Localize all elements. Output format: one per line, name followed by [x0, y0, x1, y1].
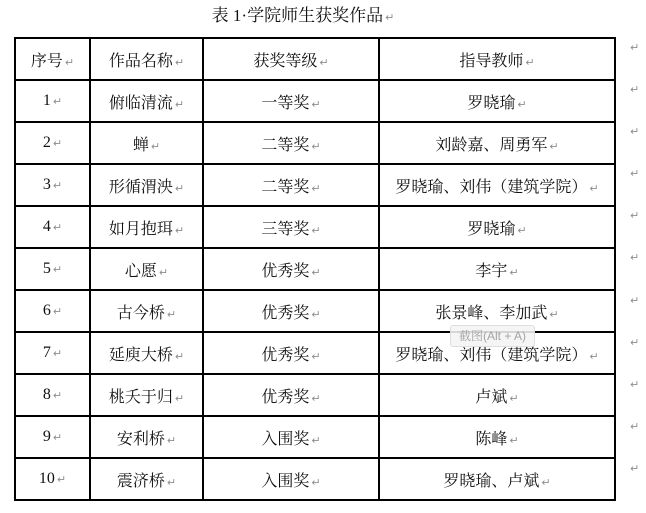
- header-row: [15, 38, 615, 80]
- cell-end-mark: ↵: [311, 307, 321, 321]
- cell-end-mark: ↵: [174, 181, 185, 195]
- award-level-cell[interactable]: [203, 248, 379, 290]
- cell-end-mark: ↵: [311, 97, 321, 111]
- cell-end-mark: ↵: [52, 347, 63, 360]
- header-award-cell[interactable]: [203, 38, 379, 80]
- row-number-cell[interactable]: [15, 248, 90, 290]
- advisor-names: 罗晓瑜、刘伟（建筑学院）: [395, 346, 588, 364]
- cell-end-mark: ↵: [517, 223, 527, 237]
- advisor-names-cell[interactable]: [379, 416, 615, 458]
- cell-end-mark: ↵: [52, 305, 63, 318]
- award-level: 优秀奖: [261, 262, 310, 280]
- row-end-mark: ↵: [630, 377, 640, 391]
- row-number: 10: [38, 470, 55, 487]
- row-number-cell[interactable]: [15, 80, 90, 122]
- row-end-mark: ↵: [630, 335, 640, 349]
- header-no: 序号: [30, 52, 63, 70]
- award-level: 优秀奖: [261, 388, 310, 406]
- row-end-mark: ↵: [630, 293, 640, 307]
- table-row: [15, 122, 615, 164]
- work-name-cell[interactable]: [90, 458, 203, 500]
- work-name: 震济桥: [116, 472, 165, 490]
- award-level: 入围奖: [261, 430, 310, 448]
- row-number-cell[interactable]: [15, 122, 90, 164]
- screenshot-tooltip: [450, 325, 535, 347]
- work-name: 心愿: [124, 262, 157, 280]
- row-end-mark: ↵: [630, 125, 640, 139]
- header-award: 获奖等级: [253, 52, 318, 70]
- award-level-cell[interactable]: [203, 290, 379, 332]
- award-level-cell[interactable]: [203, 332, 379, 374]
- advisor-names-cell[interactable]: [379, 164, 615, 206]
- advisor-names: 卢斌: [475, 388, 508, 406]
- row-end-marks: [628, 40, 639, 503]
- cell-end-mark: ↵: [311, 391, 321, 405]
- paragraph-mark: ↵: [385, 11, 395, 24]
- cell-end-mark: ↵: [509, 265, 519, 279]
- cell-end-mark: ↵: [158, 265, 169, 279]
- header-advisors: 指导教师: [459, 52, 524, 70]
- advisor-names: 刘龄嘉、周勇军: [435, 136, 548, 154]
- advisor-names: 李宇: [475, 262, 508, 280]
- cell-end-mark: ↵: [52, 221, 63, 234]
- work-name: 蝉: [132, 136, 149, 154]
- row-end-mark: ↵: [630, 419, 640, 433]
- advisor-names: 罗晓瑜: [467, 220, 516, 238]
- cell-end-mark: ↵: [52, 431, 63, 444]
- award-level: 入围奖: [261, 472, 310, 490]
- row-number: 1: [42, 92, 51, 109]
- work-name-cell[interactable]: [90, 416, 203, 458]
- work-name-cell[interactable]: [90, 206, 203, 248]
- row-end-mark: ↵: [630, 167, 640, 181]
- advisor-names-cell[interactable]: [379, 374, 615, 416]
- row-end-mark: ↵: [630, 251, 640, 265]
- cell-end-mark: ↵: [541, 475, 551, 489]
- cell-end-mark: ↵: [311, 223, 321, 237]
- row-number-cell[interactable]: [15, 332, 90, 374]
- work-name-cell[interactable]: [90, 122, 203, 164]
- cell-end-mark: ↵: [52, 179, 63, 192]
- work-name-cell[interactable]: [90, 290, 203, 332]
- cell-end-mark: ↵: [174, 349, 185, 363]
- award-level-cell[interactable]: [203, 206, 379, 248]
- table-row: [15, 164, 615, 206]
- row-number: 5: [42, 260, 51, 277]
- row-number-cell[interactable]: [15, 290, 90, 332]
- cell-end-mark: ↵: [166, 475, 177, 489]
- cell-end-mark: ↵: [174, 97, 185, 111]
- cell-end-mark: ↵: [174, 223, 185, 237]
- row-end-mark: ↵: [630, 41, 640, 54]
- advisor-names: 罗晓瑜: [467, 94, 516, 112]
- row-number: 7: [42, 344, 51, 361]
- row-number-cell[interactable]: [15, 458, 90, 500]
- cell-end-mark: ↵: [509, 433, 519, 447]
- advisor-names-cell[interactable]: [379, 458, 615, 500]
- award-level-cell[interactable]: [203, 458, 379, 500]
- work-name: 如月抱珥: [108, 220, 173, 238]
- cell-end-mark: ↵: [509, 391, 519, 405]
- cell-end-mark: ↵: [589, 349, 599, 363]
- row-end-mark: ↵: [630, 209, 640, 223]
- advisor-names: 陈峰: [475, 430, 508, 448]
- awards-table: [14, 37, 616, 501]
- table-row: [15, 80, 615, 122]
- award-level: 三等奖: [261, 220, 310, 238]
- work-name-cell[interactable]: [90, 374, 203, 416]
- work-name: 古今桥: [116, 304, 165, 322]
- advisor-names-cell[interactable]: [379, 80, 615, 122]
- cell-end-mark: ↵: [525, 55, 535, 69]
- award-level-cell[interactable]: [203, 80, 379, 122]
- table-row: [15, 248, 615, 290]
- table-row: [15, 416, 615, 458]
- table-row: [15, 374, 615, 416]
- row-number: 8: [42, 386, 51, 403]
- row-number: 4: [42, 218, 51, 235]
- cell-end-mark: ↵: [52, 95, 63, 108]
- cell-end-mark: ↵: [52, 389, 63, 402]
- cell-end-mark: ↵: [549, 139, 559, 153]
- award-level-cell[interactable]: [203, 122, 379, 164]
- header-no-cell[interactable]: [15, 38, 90, 80]
- cell-end-mark: ↵: [64, 55, 75, 69]
- award-level-cell[interactable]: [203, 374, 379, 416]
- row-number-cell[interactable]: [15, 164, 90, 206]
- cell-end-mark: ↵: [52, 263, 63, 276]
- work-name-cell[interactable]: [90, 80, 203, 122]
- awards-table-header: [15, 38, 615, 80]
- work-name-cell[interactable]: [90, 332, 203, 374]
- screenshot-tooltip-text: 截图(Alt + A): [459, 329, 527, 343]
- table-row: [15, 206, 615, 248]
- table-row: [15, 458, 615, 500]
- cell-end-mark: ↵: [166, 433, 177, 447]
- awards-table-body: [15, 80, 615, 500]
- row-end-mark: ↵: [630, 83, 640, 97]
- cell-end-mark: ↵: [52, 137, 63, 150]
- cell-end-mark: ↵: [174, 391, 185, 405]
- cell-end-mark: ↵: [319, 55, 329, 69]
- header-advisors-cell[interactable]: [379, 38, 615, 80]
- cell-end-mark: ↵: [589, 181, 599, 195]
- cell-end-mark: ↵: [56, 473, 67, 486]
- cell-end-mark: ↵: [150, 139, 161, 153]
- cell-end-mark: ↵: [311, 475, 321, 489]
- table-caption[interactable]: [0, 3, 606, 31]
- row-number: 6: [42, 302, 51, 319]
- row-number: 3: [42, 176, 51, 193]
- work-name: 延庾大桥: [108, 346, 173, 364]
- row-end-mark: ↵: [630, 461, 640, 475]
- award-level: 优秀奖: [261, 346, 310, 364]
- row-number-cell[interactable]: [15, 416, 90, 458]
- advisor-names: 张景峰、李加武: [435, 304, 548, 322]
- cell-end-mark: ↵: [311, 181, 321, 195]
- work-name-cell[interactable]: [90, 164, 203, 206]
- work-name: 安利桥: [116, 430, 165, 448]
- advisor-names-cell[interactable]: [379, 248, 615, 290]
- award-level: 一等奖: [261, 94, 310, 112]
- row-number-cell[interactable]: [15, 374, 90, 416]
- cell-end-mark: ↵: [517, 97, 527, 111]
- work-name: 形循渭泱: [108, 178, 173, 196]
- row-number: 2: [42, 134, 51, 151]
- row-number-cell[interactable]: [15, 206, 90, 248]
- row-number: 9: [42, 428, 51, 445]
- award-level-cell[interactable]: [203, 164, 379, 206]
- cell-end-mark: ↵: [174, 55, 185, 69]
- advisor-names: 罗晓瑜、刘伟（建筑学院）: [395, 178, 588, 196]
- cell-end-mark: ↵: [166, 307, 177, 321]
- header-work-cell[interactable]: [90, 38, 203, 80]
- award-level: 二等奖: [261, 178, 310, 196]
- header-work: 作品名称: [108, 52, 173, 70]
- advisor-names-cell[interactable]: [379, 122, 615, 164]
- work-name: 俯临清流: [108, 94, 173, 112]
- work-name: 桃夭于归: [108, 388, 173, 406]
- award-level: 优秀奖: [261, 304, 310, 322]
- work-name-cell[interactable]: [90, 248, 203, 290]
- advisor-names-cell[interactable]: [379, 206, 615, 248]
- cell-end-mark: ↵: [311, 349, 321, 363]
- advisor-names: 罗晓瑜、卢斌: [443, 472, 540, 490]
- cell-end-mark: ↵: [311, 139, 321, 153]
- table-caption-text: 表 1·学院师生获奖作品: [211, 6, 384, 25]
- cell-end-mark: ↵: [549, 307, 559, 321]
- award-level: 二等奖: [261, 136, 310, 154]
- cell-end-mark: ↵: [311, 265, 321, 279]
- cell-end-mark: ↵: [311, 433, 321, 447]
- award-level-cell[interactable]: [203, 416, 379, 458]
